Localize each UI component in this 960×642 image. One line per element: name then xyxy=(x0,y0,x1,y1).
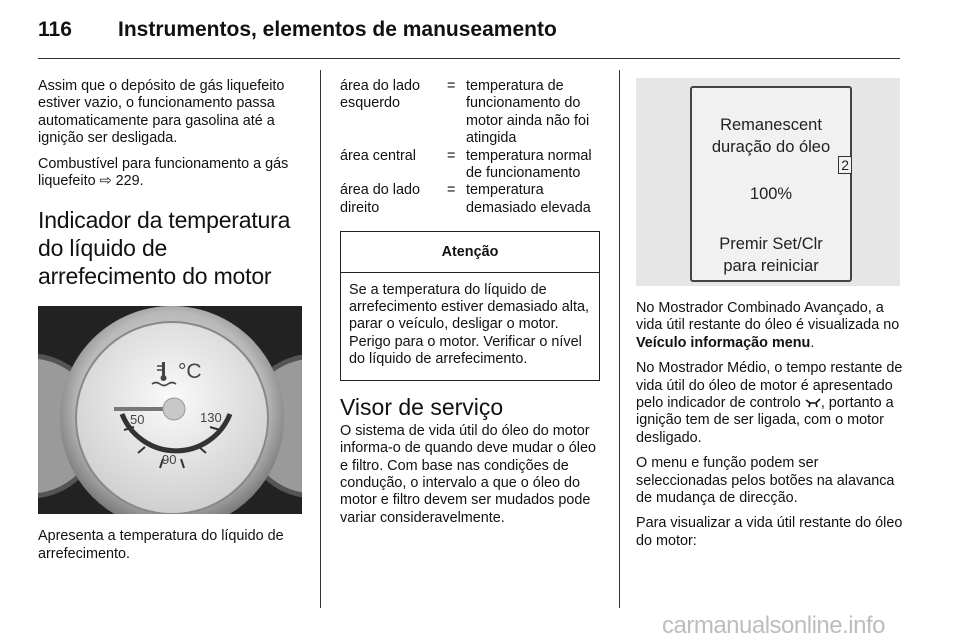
table-term: área do lado direito xyxy=(340,182,421,216)
service-wrench-icon xyxy=(805,395,821,411)
oil-life-display-illustration xyxy=(636,78,900,286)
table-row xyxy=(340,78,602,148)
mid-display-paragraph xyxy=(636,360,904,447)
mid-display-end: , portanto a ignição tem de ser ligada, com o motor desligado. xyxy=(636,395,894,446)
gauge-mark-low: 50 xyxy=(130,412,145,428)
vehicle-info-menu-term: Veículo informação menu xyxy=(636,334,811,351)
gauge-caption: Apresenta a temperatura do líquido de arrefecimento. xyxy=(38,528,284,562)
lpg-reference-text: Combustível para funcionamento a gás liquefeito xyxy=(38,155,289,190)
service-display-heading: Visor de serviço xyxy=(340,393,504,420)
gauge-mark-mid: 90 xyxy=(162,452,177,468)
running-title: Instrumentos, elementos de manuseamento xyxy=(118,18,557,41)
warning-notice-body: Se a temperatura do líquido de arrefecimento estiver demasiado alta, parar o veículo, desligar o motor. Perigo para o motor. Verificar o nível do líquido de arrefecimento. xyxy=(349,281,589,368)
oil-life-screen xyxy=(690,86,852,282)
advanced-display-end: . xyxy=(810,334,815,351)
table-equals: = xyxy=(447,78,456,94)
gauge-needle-hub xyxy=(163,398,185,420)
lpg-empty-paragraph: Assim que o depósito de gás liquefeito estiver vazio, o funcionamento passa automaticamente para gasolina até a ignição ser desligada. xyxy=(38,78,285,147)
lpg-reference-page[interactable]: 229. xyxy=(115,173,144,190)
watermark: carmanualsonline.info xyxy=(662,612,885,639)
column-divider-right xyxy=(619,70,620,608)
advanced-display-paragraph xyxy=(636,300,904,352)
column-divider-left xyxy=(320,70,321,608)
page-header xyxy=(38,14,900,59)
view-oil-life-paragraph: Para visualizar a vida útil restante do óleo do motor: xyxy=(636,515,903,549)
table-description: temperatura normal de funcionamento xyxy=(466,147,592,182)
table-term: área do lado esquerdo xyxy=(340,78,421,112)
warning-notice xyxy=(340,231,600,380)
lpg-reference-paragraph xyxy=(38,156,308,191)
page-reference-arrow-icon: ⇨ xyxy=(99,173,112,190)
column-2 xyxy=(340,78,602,535)
coolant-temperature-heading: Indicador da temperatura do líquido de arrefecimento do motor xyxy=(38,207,291,290)
service-display-paragraph: O sistema de vida útil do óleo do motor informa-o de quando deve mudar o óleo e filtro. Com base nas condições de condução, o intervalo a que o óleo do motor e filtro devem ser mudados pode variar consideravelmente. xyxy=(340,422,597,526)
display-hint-line-2: para reiniciar xyxy=(723,257,819,275)
table-equals: = xyxy=(447,182,456,199)
mid-display-text: No Mostrador Médio, o tempo restante de vida útil do óleo de motor é apresentado pelo indicador de controlo xyxy=(636,360,903,412)
table-equals: = xyxy=(447,147,456,164)
column-3 xyxy=(636,78,904,558)
page-number: 116 xyxy=(38,18,72,41)
table-description: temperatura demasiado elevada xyxy=(466,182,591,216)
table-term: área central xyxy=(340,147,416,164)
service-display-section xyxy=(340,393,602,527)
display-line-2: duração do óleo xyxy=(711,138,831,156)
table-row xyxy=(340,182,602,217)
menu-selection-paragraph: O menu e função podem ser seleccionadas pelos botões na alavanca de mudança de direcção. xyxy=(636,455,895,507)
column-1 xyxy=(38,78,308,571)
coolant-gauge-photo xyxy=(38,306,302,514)
display-hint-line-1: Premir Set/Clr xyxy=(719,235,823,253)
warning-notice-title: Atenção xyxy=(341,232,599,272)
oil-life-percent: 100% xyxy=(749,185,793,203)
temperature-range-table xyxy=(340,78,602,217)
table-row xyxy=(340,148,602,183)
gauge-unit: °C xyxy=(178,360,202,384)
table-description: temperatura de funcionamento do motor ainda não foi atingida xyxy=(466,78,590,147)
display-line-1: Remanescent xyxy=(720,116,822,134)
display-page-indicator: 2 xyxy=(838,156,852,174)
gauge-mark-high: 130 xyxy=(200,410,222,426)
advanced-display-text: No Mostrador Combinado Avançado, a vida útil restante do óleo é visualizada no xyxy=(636,300,900,334)
